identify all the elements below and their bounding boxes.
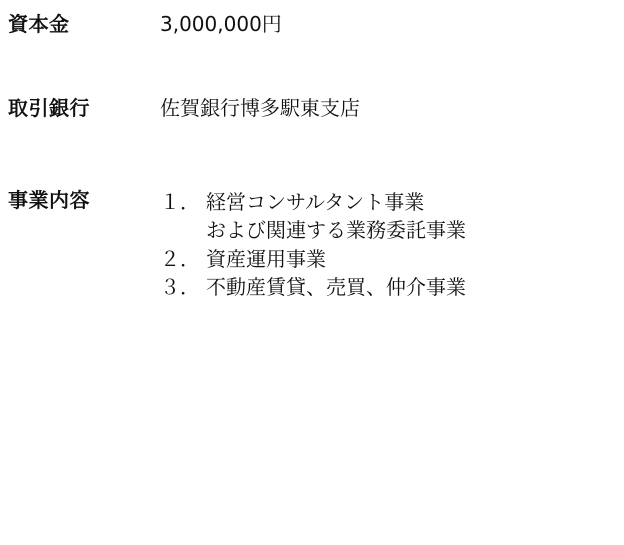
business-item-body [206, 273, 466, 301]
business-item-body [206, 188, 466, 245]
list-item [160, 245, 466, 273]
business-item-body [206, 245, 326, 273]
business-label: 事業内容 [8, 188, 90, 212]
capital-value: 3,000,000円 [160, 12, 282, 36]
business-item-number: ２． [160, 246, 200, 271]
business-item-text: 資産運用事業 [206, 246, 326, 271]
capital-row [8, 12, 282, 37]
business-item-text: 経営コンサルタント事業 [206, 190, 425, 214]
business-list [160, 188, 466, 302]
business-item-number: ３． [160, 275, 200, 300]
bank-value: 佐賀銀行博多駅東支店 [160, 96, 360, 120]
list-item [160, 188, 466, 245]
bank-label: 取引銀行 [8, 96, 90, 120]
business-item-subtext: および関連する業務委託事業 [206, 218, 466, 243]
business-row [8, 188, 466, 302]
business-item-text: 不動産賃貸、売買、仲介事業 [206, 275, 466, 300]
capital-label: 資本金 [8, 12, 70, 36]
bank-row [8, 96, 360, 121]
list-item [160, 273, 466, 301]
business-item-number: １． [160, 190, 200, 214]
